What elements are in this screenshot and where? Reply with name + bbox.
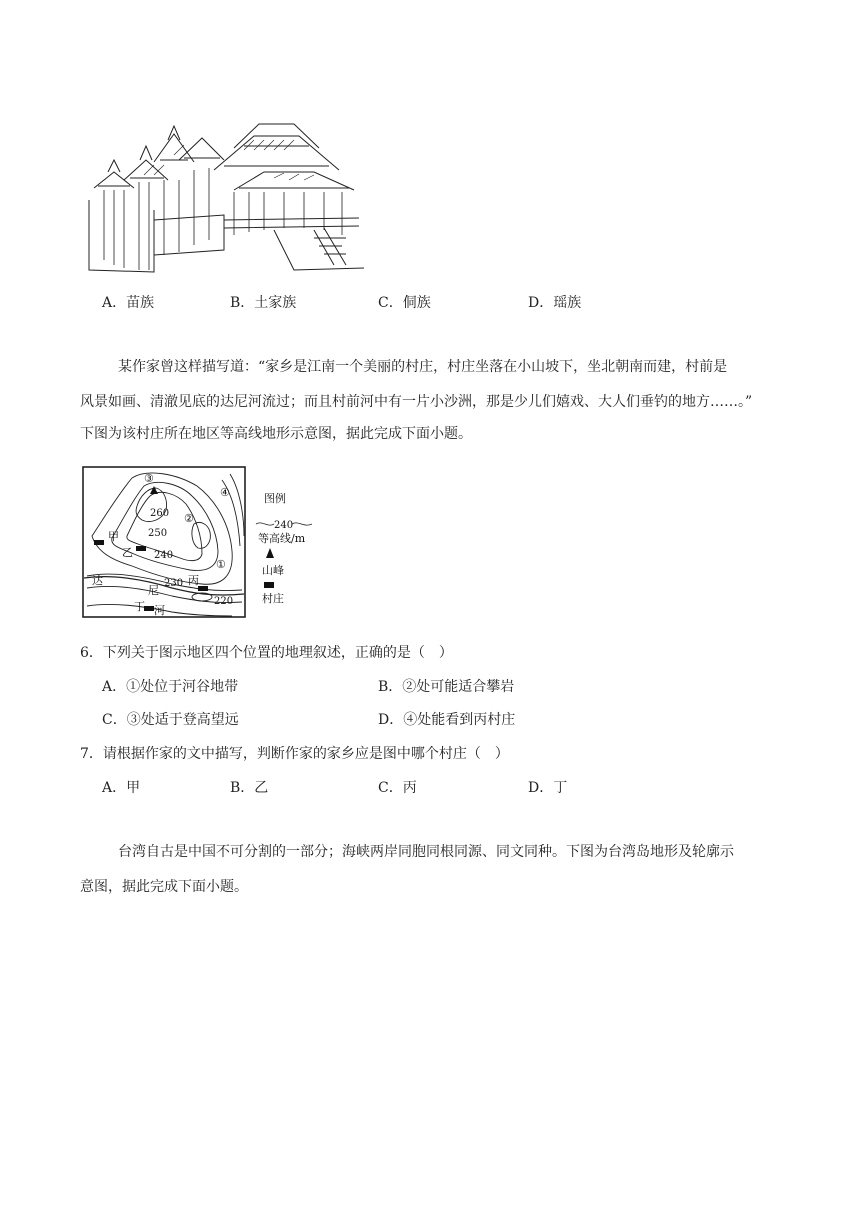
passage-village xyxy=(80,350,800,448)
q5-option-c: C．侗族 xyxy=(378,295,431,311)
q5-option-d: D．瑶族 xyxy=(528,295,582,311)
q5-option-a: A．苗族 xyxy=(102,295,155,311)
map-point-1: ① xyxy=(216,558,226,571)
legend-contour-sample: 240 xyxy=(274,520,294,531)
map-point-4: ④ xyxy=(220,486,230,499)
question-7-stem: 7．请根据作家的文中描写，判断作家的家乡应是图中哪个村庄（ ） xyxy=(80,746,509,762)
village-label-bing: 丙 xyxy=(188,574,199,587)
village-icon xyxy=(136,546,146,551)
legend-peak-icon xyxy=(266,548,274,558)
passage-line: 某作家曾这样描写道：“家乡是江南一个美丽的村庄，村庄坐落在小山坡下，坐北朝南而建，村前是 xyxy=(118,359,728,375)
legend-peak-label: 山峰 xyxy=(262,564,284,577)
passage-taiwan xyxy=(80,835,800,905)
village-icon xyxy=(144,606,154,611)
river-char: 达 xyxy=(92,574,103,587)
passage-line: 台湾自古是中国不可分割的一部分；海峡两岸同胞同根同源、同文同种。下图为台湾岛地形及轮廓示 xyxy=(118,844,734,860)
village-label-jia: 甲 xyxy=(108,530,119,543)
contour-map xyxy=(82,466,330,618)
village-label-yi: 乙 xyxy=(122,546,133,559)
village-label-ding: 丁 xyxy=(134,600,145,613)
contour-label: 240 xyxy=(154,550,174,561)
village-icon xyxy=(198,586,208,591)
q6-option-d: D．④处能看到丙村庄 xyxy=(378,712,516,728)
q7-option-a: A．甲 xyxy=(102,780,141,796)
passage-line: 下图为该村庄所在地区等高线地形示意图，据此完成下面小题。 xyxy=(80,426,472,442)
contour-label: 230 xyxy=(164,578,184,589)
legend-title: 图例 xyxy=(264,492,286,505)
peak-icon xyxy=(150,486,158,494)
q6-option-c: C．③处适于登高望远 xyxy=(102,712,239,728)
contour-label: 260 xyxy=(150,508,170,519)
river-char: 尼 xyxy=(148,584,159,597)
village-icon xyxy=(94,540,104,545)
contour-label: 220 xyxy=(214,596,234,607)
legend-village-icon xyxy=(264,582,274,588)
stilt-house-drawing xyxy=(84,120,369,275)
q6-option-a: A．①处位于河谷地带 xyxy=(102,679,239,695)
q7-option-c: C．丙 xyxy=(378,780,417,796)
q7-option-d: D．丁 xyxy=(528,780,568,796)
q5-option-b: B．土家族 xyxy=(230,295,297,311)
passage-line: 风景如画、清澈见底的达尼河流过；而且村前河中有一片小沙洲，那是少儿们嬉戏、大人们垂钓的地方……。” xyxy=(80,394,753,410)
legend-contour-label: 等高线/m xyxy=(258,532,306,545)
map-legend xyxy=(256,491,312,605)
contour-label: 250 xyxy=(148,528,168,539)
q6-option-b: B．②处可能适合攀岩 xyxy=(378,679,515,695)
river-char: 河 xyxy=(154,604,165,617)
passage-line: 意图，据此完成下面小题。 xyxy=(80,879,248,895)
legend-village-label: 村庄 xyxy=(262,592,284,605)
q7-option-b: B．乙 xyxy=(230,780,269,796)
question-6-stem: 6．下列关于图示地区四个位置的地理叙述，正确的是（ ） xyxy=(80,645,453,661)
map-point-3: ③ xyxy=(144,472,154,485)
map-point-2: ② xyxy=(184,512,194,525)
